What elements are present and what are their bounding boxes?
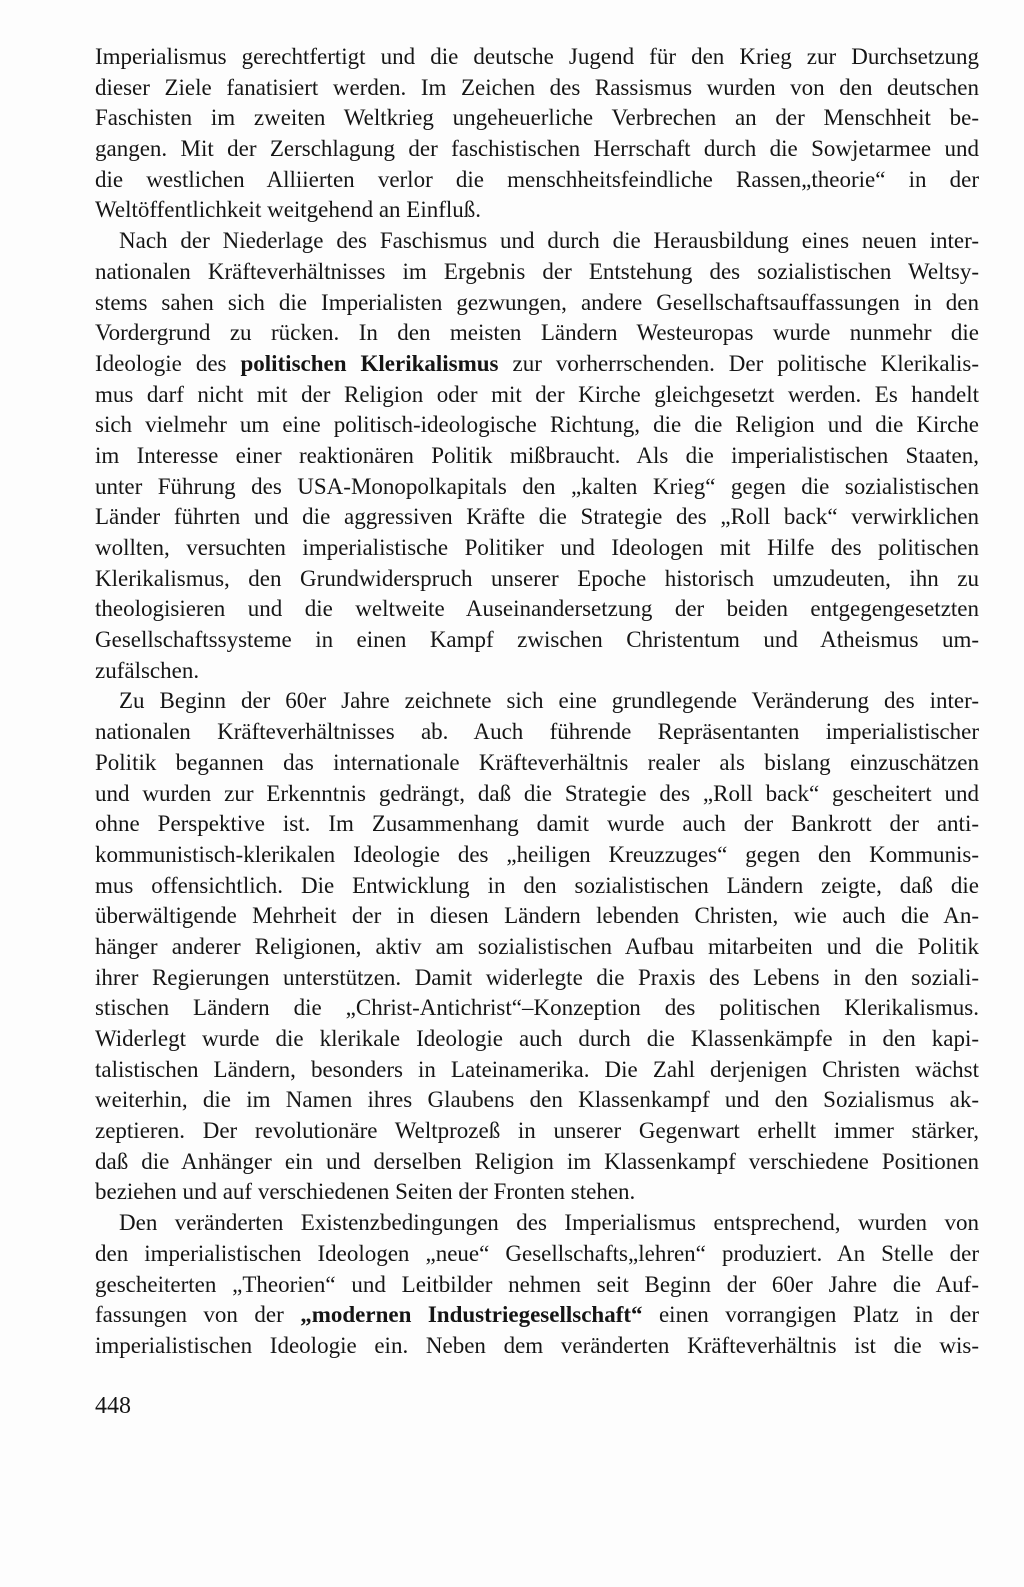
text-segment: nationalen Kräfteverhältnisses ab. Auch führende Repräsentanten imperialistischer (95, 719, 979, 745)
text-segment: Ideologie des (95, 350, 241, 376)
text-segment: Zu Beginn der 60er Jahre zeichnete sich eine grundlegende Veränderung des inter- (119, 688, 979, 714)
text-segment: imperialistischen Ideologie ein. Neben dem veränderten Kräfteverhältnis ist die wis- (95, 1332, 979, 1358)
text-segment: nationalen Kräfteverhältnisses im Ergebnis der Entstehung des sozialistischen Weltsy- (95, 258, 979, 284)
text-segment: und wurden zur Erkenntnis gedrängt, daß die Strategie des „Roll back“ gescheitert und (95, 780, 979, 806)
text-line (95, 165, 979, 196)
text-segment: ohne Perspektive ist. Im Zusammenhang damit wurde auch der Bankrott der anti- (95, 811, 979, 837)
text-line (95, 533, 979, 564)
text-line (95, 1208, 979, 1239)
emphasized-term: „modernen Industriegesellschaft“ (300, 1302, 643, 1328)
text-segment: einen vorrangigen Platz in der (642, 1302, 979, 1328)
text-line (95, 257, 979, 288)
emphasized-term: politischen Klerikalismus (240, 350, 499, 376)
text-line (95, 1177, 979, 1208)
text-line (95, 502, 979, 533)
text-segment: theologisieren und die weltweite Auseinandersetzung der beiden entgegengesetzten (95, 596, 979, 622)
text-line (95, 1024, 979, 1055)
text-segment: wollten, versuchten imperialistische Politiker und Ideologen mit Hilfe des politischen (95, 535, 979, 560)
paragraph (95, 1208, 979, 1361)
text-line (95, 840, 979, 871)
text-line (95, 318, 979, 349)
text-segment: zeptieren. Der revolutionäre Weltprozeß in unserer Gegenwart erhellt immer stärker, (95, 1118, 979, 1144)
text-segment: Den veränderten Existenzbedingungen des Imperialismus entsprechend, wurden von (119, 1210, 979, 1236)
text-line (95, 380, 979, 411)
text-line (95, 134, 979, 165)
text-segment: zufälschen. (95, 657, 200, 683)
text-segment: überwältigende Mehrheit der in diesen Ländern lebenden Christen, wie auch die An- (95, 903, 979, 929)
text-segment: Vordergrund zu rücken. In den meisten Ländern Westeuropas wurde nunmehr die (95, 320, 979, 346)
text-segment: den imperialistischen Ideologen „neue“ Gesellschafts„lehren“ produziert. An Stelle der (95, 1240, 979, 1266)
text-line (95, 1239, 979, 1270)
text-segment: Politik begannen das internationale Kräfteverhältnis realer als bislang einzuschätzen (95, 749, 979, 775)
text-segment: Faschisten im zweiten Weltkrieg ungeheuerliche Verbrechen an der Menschheit be- (95, 105, 979, 131)
text-segment: hänger anderer Religionen, aktiv am sozialistischen Aufbau mitarbeiten und die Politik (95, 933, 979, 959)
text-segment: fassungen von der (95, 1302, 301, 1328)
text-segment: kommunistisch-klerikalen Ideologie des „heiligen Kreuzzuges“ gegen den Kommunis- (95, 841, 979, 867)
text-segment: dieser Ziele fanatisiert werden. Im Zeichen des Rassismus wurden von den deutschen (95, 74, 979, 100)
text-segment: Nach der Niederlage des Faschismus und durch die Herausbildung eines neuen inter- (119, 228, 979, 254)
text-line (95, 349, 979, 380)
paragraph (95, 686, 979, 1208)
text-line (95, 932, 979, 963)
text-segment: daß die Anhänger ein und derselben Religion im Klassenkampf verschiedene Positionen (95, 1148, 979, 1174)
text-segment: die westlichen Alliierten verlor die menschheitsfeindliche Rassen„theorie“ in der (95, 166, 979, 192)
text-line (95, 42, 979, 73)
text-line (95, 103, 979, 134)
text-segment: Weltöffentlichkeit weitgehend an Einfluß. (95, 197, 482, 223)
text-segment: unter Führung des USA-Monopolkapitals den „kalten Krieg“ gegen die sozialistischen (95, 473, 979, 499)
text-line (95, 73, 979, 104)
text-line (95, 226, 979, 257)
text-segment: Länder führten und die aggressiven Kräfte die Strategie des „Roll back“ verwirklichen (95, 504, 979, 530)
text-segment: stischen Ländern die „Christ-Antichrist“–Konzeption des politischen Klerikalismus. (95, 995, 979, 1021)
text-line (95, 1331, 979, 1362)
text-line (95, 656, 979, 687)
text-line (95, 594, 979, 625)
text-line (95, 1270, 979, 1301)
paragraph (95, 42, 979, 226)
text-segment: Imperialismus gerechtfertigt und die deutsche Jugend für den Krieg zur Durchsetzung (95, 44, 979, 69)
text-segment: mus offensichtlich. Die Entwicklung in den sozialistischen Ländern zeigte, daß die (95, 872, 979, 898)
text-line (95, 625, 979, 656)
page-number: 448 (95, 1393, 131, 1419)
text-line (95, 195, 979, 226)
text-line (95, 410, 979, 441)
text-segment: ihrer Regierungen unterstützen. Damit widerlegte die Praxis des Lebens in den soziali- (95, 964, 979, 990)
text-segment: Klerikalismus, den Grundwiderspruch unserer Epoche historisch umzudeuten, ihn zu (95, 565, 979, 591)
text-line (95, 472, 979, 503)
text-segment: beziehen und auf verschiedenen Seiten der Fronten stehen. (95, 1179, 636, 1205)
text-line (95, 1055, 979, 1086)
text-segment: gangen. Mit der Zerschlagung der faschistischen Herrschaft durch die Sowjetarmee und (95, 136, 979, 162)
text-line (95, 717, 979, 748)
text-line (95, 748, 979, 779)
text-line (95, 809, 979, 840)
text-line (95, 779, 979, 810)
text-line (95, 963, 979, 994)
text-segment: sich vielmehr um eine politisch-ideologische Richtung, die die Religion und die Kirche (95, 412, 979, 438)
text-segment: Widerlegt wurde die klerikale Ideologie auch durch die Klassenkämpfe in den kapi- (95, 1026, 979, 1051)
text-line (95, 1116, 979, 1147)
text-segment: weiterhin, die im Namen ihres Glaubens den Klassenkampf und den Sozialismus ak- (95, 1087, 979, 1113)
text-line (95, 1147, 979, 1178)
text-segment: Gesellschaftssysteme in einen Kampf zwischen Christentum und Atheismus um- (95, 627, 979, 653)
text-line (95, 871, 979, 902)
text-segment: im Interesse einer reaktionären Politik mißbraucht. Als die imperialistischen Staaten, (95, 442, 979, 468)
text-line (95, 686, 979, 717)
text-line (95, 1300, 979, 1331)
text-segment: zur vorherrschenden. Der politische Klerikalis- (498, 350, 979, 376)
paragraph (95, 226, 979, 686)
text-line (95, 288, 979, 319)
text-segment: mus darf nicht mit der Religion oder mit der Kirche gleichgesetzt werden. Es handelt (95, 381, 979, 407)
text-line (95, 901, 979, 932)
text-line (95, 993, 979, 1024)
text-line (95, 441, 979, 472)
text-line (95, 1085, 979, 1116)
text-line (95, 564, 979, 595)
text-segment: stems sahen sich die Imperialisten gezwungen, andere Gesellschaftsauffassungen in den (95, 289, 979, 315)
body-text (95, 42, 979, 1362)
text-segment: talistischen Ländern, besonders in Lateinamerika. Die Zahl derjenigen Christen wächst (95, 1056, 979, 1082)
text-segment: gescheiterten „Theorien“ und Leitbilder nehmen seit Beginn der 60er Jahre die Auf- (95, 1271, 979, 1297)
